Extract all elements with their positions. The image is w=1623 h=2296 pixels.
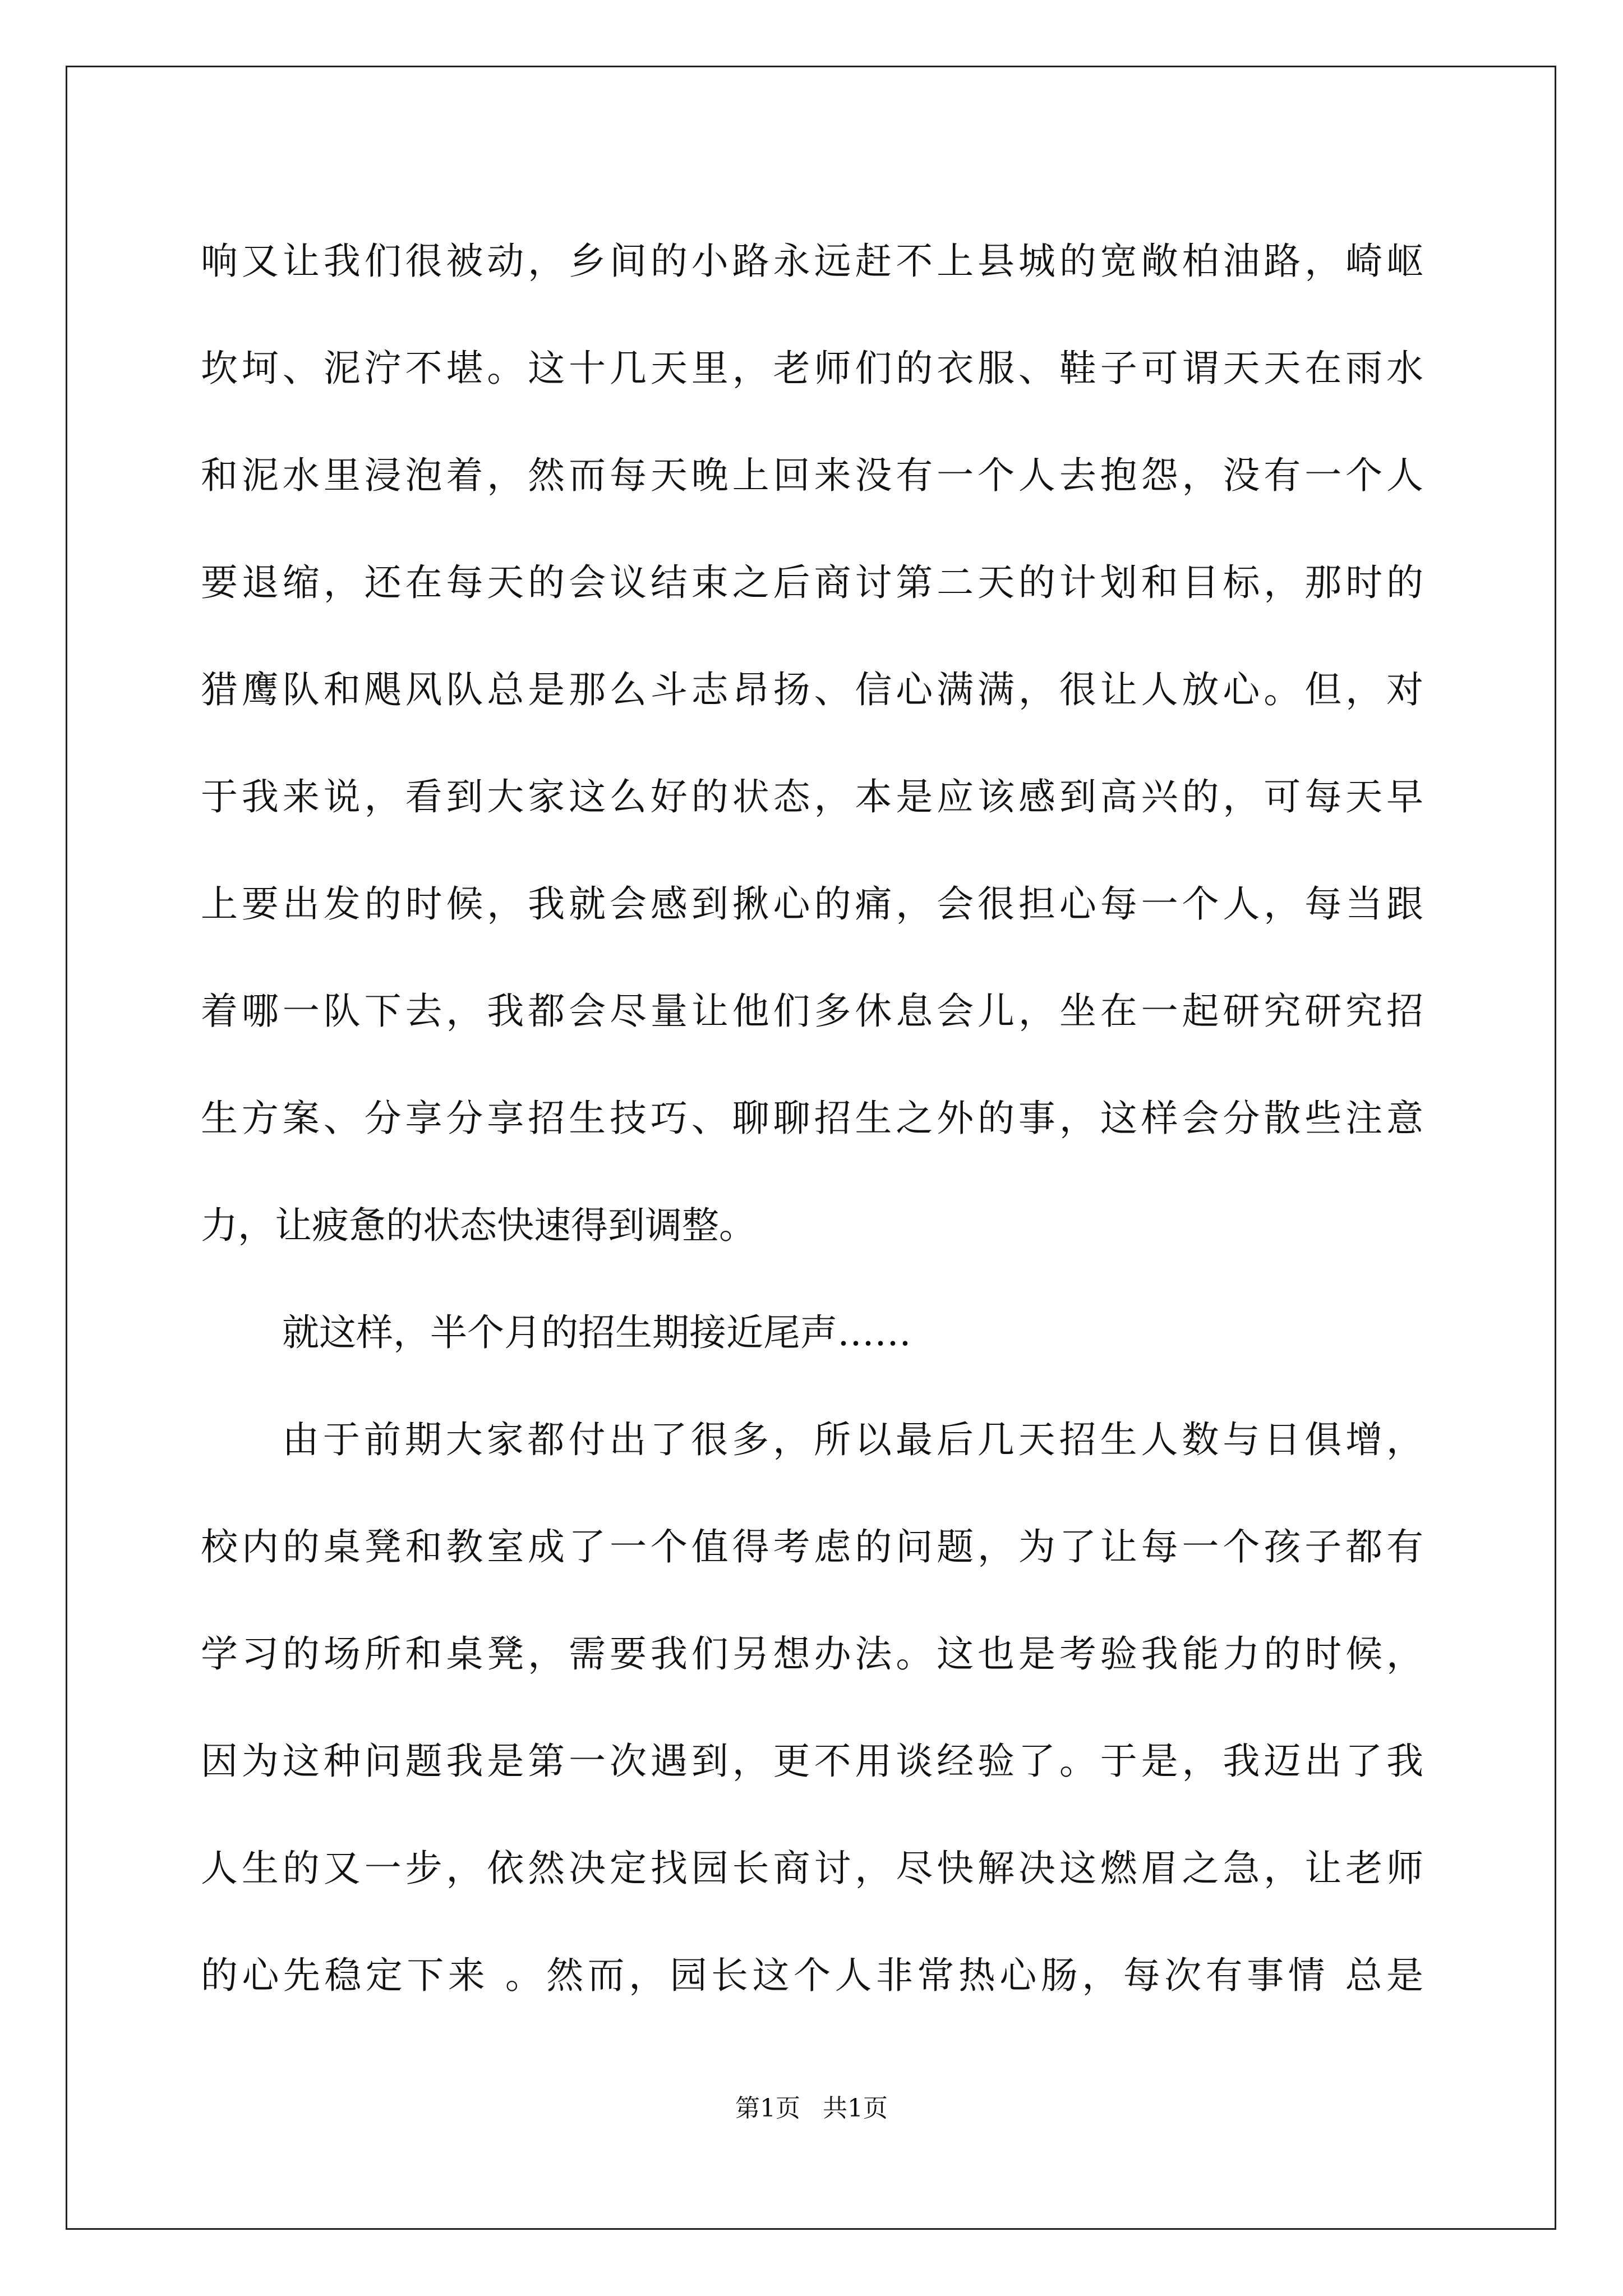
text-line: 坎坷、泥泞不堪。这十几天里，老师们的衣服、鞋子可谓天天在雨水 — [201, 347, 1423, 390]
text-line: 上要出发的时候，我就会感到揪心的痛，会很担心每一个人，每当跟 — [201, 882, 1423, 926]
text-line: 力，让疲惫的状态快速得到调整。 — [201, 1204, 756, 1247]
text-line: 学习的场所和桌凳，需要我们另想办法。这也是考验我能力的时候， — [201, 1632, 1423, 1676]
text-line: 要退缩，还在每天的会议结束之后商讨第二天的计划和目标，那时的 — [201, 561, 1423, 604]
page-footer — [0, 2088, 1623, 2124]
text-line: 响又让我们很被动，乡间的小路永远赶不上县城的宽敞柏油路，崎岖 — [201, 240, 1423, 283]
paragraph-line: 由于前期大家都付出了很多，所以最后几天招生人数与日俱增， — [282, 1418, 1423, 1461]
document-body — [201, 208, 1423, 2029]
text-line: 猎鹰队和飓风队总是那么斗志昂扬、信心满满，很让人放心。但，对 — [201, 668, 1423, 711]
paragraph-line: 就这样，半个月的招生期接近尾声…… — [282, 1311, 911, 1354]
text-line: 的心先稳定下来 。然而，园长这个人非常热心肠，每次有事情 总是 — [201, 1954, 1423, 1997]
page-total: 共1页 — [823, 2094, 888, 2123]
text-line: 生方案、分享分享招生技巧、聊聊招生之外的事，这样会分散些注意 — [201, 1097, 1423, 1140]
text-line: 着哪一队下去，我都会尽量让他们多休息会儿，坐在一起研究研究招 — [201, 990, 1423, 1033]
text-line: 因为这种问题我是第一次遇到，更不用谈经验了。于是，我迈出了我 — [201, 1740, 1423, 1783]
page-number: 第1页 — [735, 2094, 800, 2123]
text-line: 人生的又一步，依然决定找园长商讨，尽快解决这燃眉之急，让老师 — [201, 1847, 1423, 1890]
text-line: 于我来说，看到大家这么好的状态，本是应该感到高兴的，可每天早 — [201, 775, 1423, 818]
text-line: 和泥水里浸泡着，然而每天晚上回来没有一个人去抱怨，没有一个人 — [201, 454, 1423, 497]
text-line: 校内的桌凳和教室成了一个值得考虑的问题，为了让每一个孩子都有 — [201, 1525, 1423, 1568]
